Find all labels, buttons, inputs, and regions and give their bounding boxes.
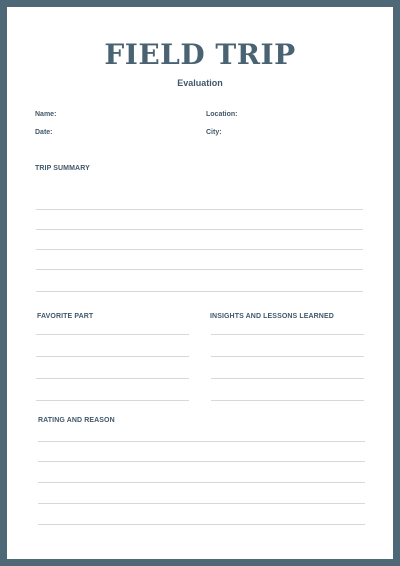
date-label: Date: [35, 129, 53, 136]
insights-line [211, 378, 364, 379]
name-label: Name: [35, 111, 57, 118]
city-label: City: [206, 129, 222, 136]
favorite-part-line [36, 400, 189, 401]
insights-line [211, 334, 364, 335]
rating-heading: RATING AND REASON [38, 417, 115, 424]
rating-line [38, 524, 365, 525]
page-title: FIELD TRIP [104, 38, 296, 71]
insights-line [211, 400, 364, 401]
insights-heading: INSIGHTS AND LESSONS LEARNED [210, 313, 334, 320]
trip-summary-line [36, 229, 363, 230]
page-subtitle: Evaluation [177, 78, 223, 88]
rating-line [38, 461, 365, 462]
location-label: Location: [206, 111, 238, 118]
trip-summary-line [36, 269, 363, 270]
rating-line [38, 482, 365, 483]
trip-summary-line [36, 249, 363, 250]
insights-line [211, 356, 364, 357]
favorite-part-line [36, 378, 189, 379]
favorite-part-line [36, 334, 189, 335]
rating-line [38, 503, 365, 504]
trip-summary-heading: TRIP SUMMARY [35, 165, 90, 172]
favorite-part-line [36, 356, 189, 357]
trip-summary-line [36, 291, 363, 292]
evaluation-sheet [7, 7, 393, 559]
trip-summary-line [36, 209, 363, 210]
favorite-part-heading: FAVORITE PART [37, 313, 94, 320]
rating-line [38, 441, 365, 442]
